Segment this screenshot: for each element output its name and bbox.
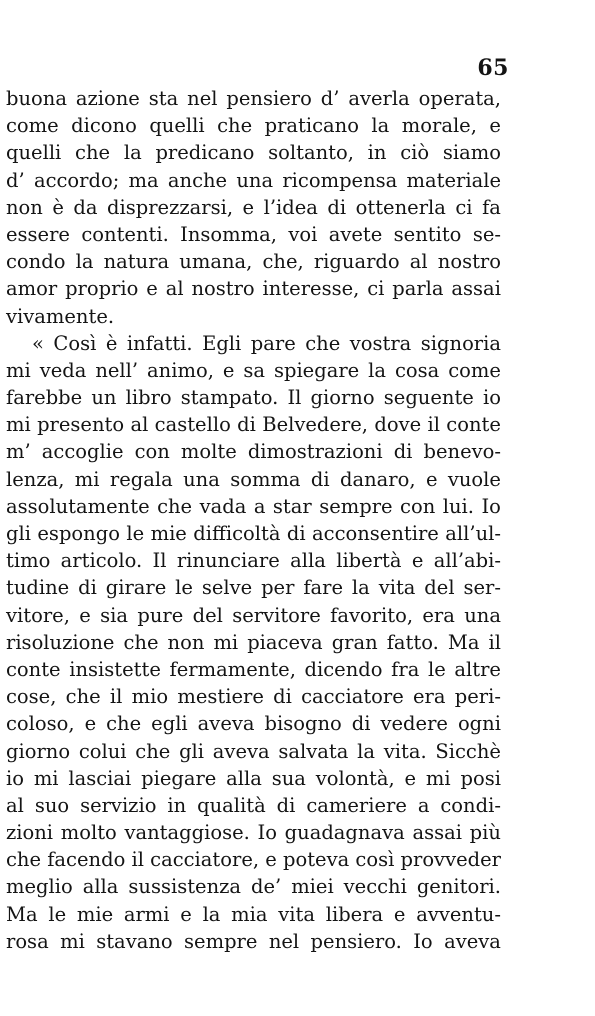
text-line: non è da disprezzarsi, e l’idea di ottenerla ci fa [6, 195, 501, 219]
text-line: quelli che la predicano soltanto, in ciò siamo [6, 141, 501, 165]
text-line: m’ accoglie con molte dimostrazioni di benevo- [6, 440, 501, 464]
text-line: vivamente. [6, 304, 115, 328]
text-line: tudine di girare le selve per fare la vita del ser- [6, 576, 501, 600]
text-line: cose, che il mio mestiere di cacciatore era peri- [6, 685, 501, 709]
text-line: risoluzione che non mi piaceva gran fatto. Ma il [6, 630, 501, 654]
text-line: che facendo il cacciatore, e poteva così provveder [6, 848, 501, 872]
text-line: coloso, e che egli aveva bisogno di vedere ogni [6, 712, 501, 736]
text-line: meglio alla sussistenza de’ miei vecchi genitori. [6, 875, 501, 899]
text-line: io mi lasciai piegare alla sua volontà, e mi posi [6, 766, 501, 790]
text-line: buona azione sta nel pensiero d’ averla operata, [6, 87, 501, 110]
text-line: al suo servizio in qualità di cameriere a condi- [6, 793, 501, 817]
text-line: d’ accordo; ma anche una ricompensa materiale [6, 168, 501, 192]
text-line: rosa mi stavano sempre nel pensiero. Io aveva [6, 929, 501, 953]
text-line: gli espongo le mie difficoltà di acconsentire all’ul- [6, 522, 501, 545]
text-line: amor proprio e al nostro interesse, ci parla assai [6, 277, 501, 301]
text-line: assolutamente che vada a star sempre con lui. Io [6, 494, 501, 518]
text-line: vitore, e sia pure del servitore favorito, era una [6, 603, 501, 627]
text-line: mi veda nell’ animo, e sa spiegare la cosa come [6, 358, 501, 382]
text-line: farebbe un libro stampato. Il giorno seguente io [6, 386, 501, 410]
text-line: essere contenti. Insomma, voi avete sentito se- [6, 222, 501, 246]
text-line: conte insistette fermamente, dicendo fra le altre [6, 657, 501, 681]
text-line: zioni molto vantaggiose. Io guadagnava assai più [6, 821, 501, 845]
text-line: lenza, mi regala una somma di danaro, e vuole [6, 467, 501, 491]
body-text [6, 85, 501, 955]
text-line: come dicono quelli che praticano la morale, e [6, 114, 501, 138]
text-line: mi presento al castello di Belvedere, dove il conte [6, 413, 501, 437]
text-line: timo articolo. Il rinunciare alla libertà e all’abi- [6, 549, 501, 573]
text-line: condo la natura umana, che, riguardo al nostro [6, 250, 501, 274]
text-line: Ma le mie armi e la mia vita libera e avventu- [6, 902, 501, 926]
page-number: 65 [477, 55, 509, 81]
text-line: giorno colui che gli aveva salvata la vita. Sicchè [6, 739, 501, 763]
text-line: « Così è infatti. Egli pare che vostra signoria [32, 331, 501, 355]
